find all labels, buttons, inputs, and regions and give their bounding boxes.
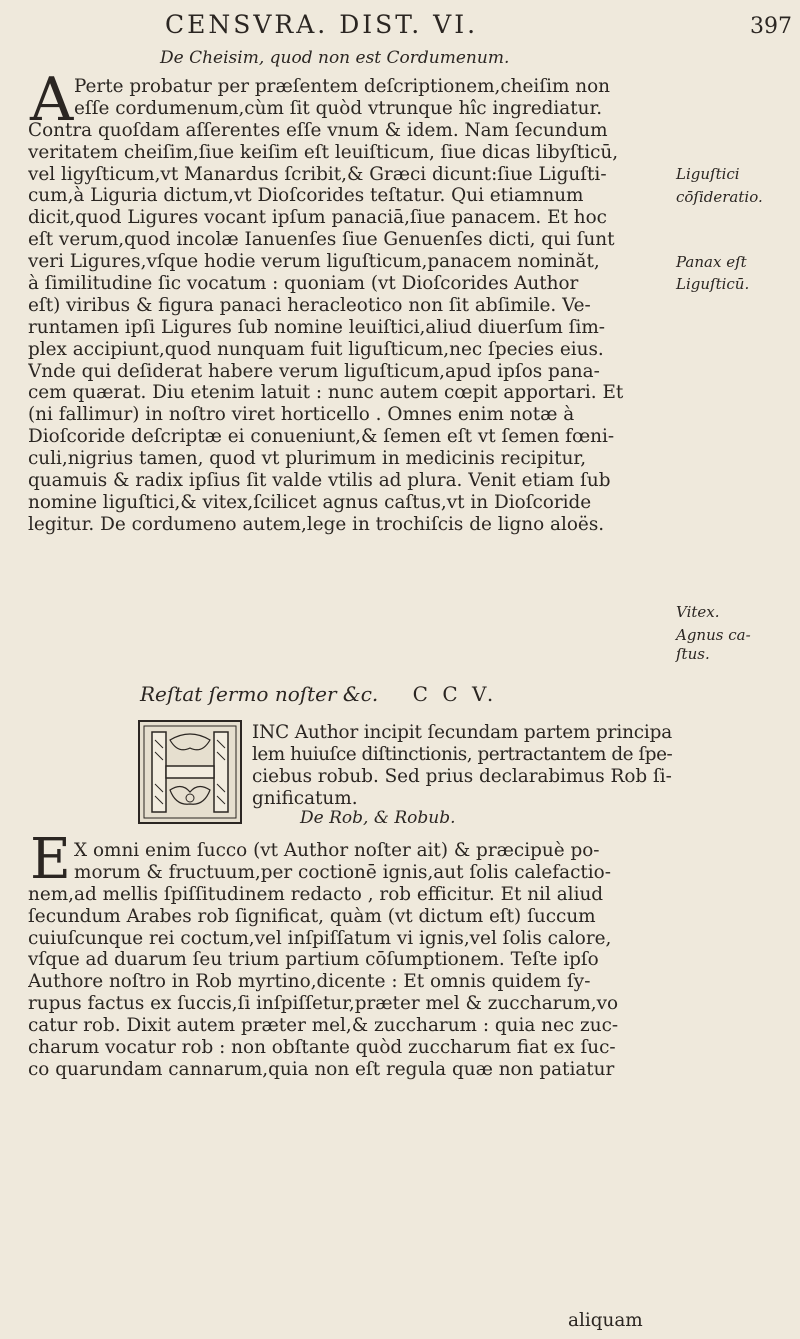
text-line: vſque ad duarum ſeu trium partium cōſumptionem. Teſte ipſo	[28, 949, 599, 971]
text-line: à ſimilitudine ſic vocatum : quoniam (vt Dioſcorides Author	[28, 273, 579, 295]
woodcut-initial-h-icon	[138, 720, 242, 824]
text-line: culi,nigrius tamen, quod vt plurimum in medicinis recipitur,	[28, 448, 587, 470]
text-line: dicit,quod Ligures vocant ipſum panaciā,ſiue panacem. Et hoc	[28, 207, 607, 229]
text-line: runtamen ipſi Ligures ſub nomine leuiſtici,aliud diuerſum ſim-	[28, 316, 606, 338]
text-line: ciebus robub. Sed prius declarabimus Rob ſi-	[252, 765, 672, 787]
catchword: aliquam	[568, 1310, 643, 1331]
text-line: quamuis & radix ipſius ſit valde vtilis ad plura. Venit etiam ſub	[28, 470, 611, 492]
text-line: eſſe cordumenum,cùm ſit quòd vtrunque hîc ingrediatur.	[74, 97, 603, 119]
text-line: cum,à Liguria dictum,vt Dioſcorides teſtatur. Qui etiamnum	[28, 185, 584, 207]
margin-note: ſtus.	[676, 645, 710, 663]
margin-note: Panax eſt	[676, 253, 747, 271]
text-line: eſt) viribus & figura panaci heracleotico non ſit abſimile. Ve-	[28, 294, 591, 316]
text-line: INC Author incipit ſecundam partem principa	[252, 722, 673, 743]
text-line: gnificatum.	[252, 787, 358, 809]
text-line: charum vocatur rob : non obſtante quòd zuccharum fiat ex ſuc-	[28, 1037, 616, 1059]
section-title	[140, 682, 497, 706]
text-line: vel ligyſticum,vt Manardus ſcribit,& Græci dicunt:ſiue Liguſti-	[28, 163, 607, 185]
paragraph-hinc	[252, 722, 672, 810]
text-line: cuiuſcunque rei coctum,vel inſpiſſatum vi ignis,vel ſolis calore,	[28, 927, 612, 949]
margin-note: Liguſtici	[676, 165, 740, 183]
text-line: Authore noſtro in Rob myrtino,dicente : Et omnis quidem ſy-	[28, 971, 591, 993]
text-line: lem huiuſce diſtinctionis, pertractantem de ſpe-	[252, 743, 673, 765]
text-line: Dioſcoride deſcriptæ ei conueniunt,& ſemen eſt vt ſemen fœni-	[28, 426, 615, 448]
text-line: cem quærat. Diu etenim latuit : nunc autem cœpit apportari. Et	[28, 382, 624, 404]
page-number: 397	[750, 14, 792, 39]
text-line: veritatem cheiſim,ſiue keiſim eſt leuiſticum, ſiue dicas libyſticū,	[28, 141, 619, 163]
text-line: plex accipiunt,quod nunquam fuit liguſticum,nec ſpecies eius.	[28, 338, 604, 360]
text-line: X omni enim ſucco (vt Author noſter ait) & præcipuè po-	[74, 840, 600, 861]
text-line: eſt verum,quod incolæ Ianuenſes ſiue Genuenſes dicti, qui ſunt	[28, 229, 615, 251]
running-head: CENSVRA. DIST. VI.	[165, 10, 479, 39]
drop-cap-a: A	[30, 65, 74, 135]
text-line: co quarundam cannarum,quia non eſt regula quæ non patiatur	[28, 1058, 615, 1080]
text-line: legitur. De cordumeno autem,lege in trochiſcis de ligno aloës.	[28, 513, 605, 535]
margin-note: cōſideratio.	[676, 188, 763, 206]
margin-note: Agnus ca-	[676, 626, 751, 644]
text-line: rupus factus ex ſuccis,ſi inſpiſſetur,præter mel & zuccharum,vo	[28, 993, 619, 1015]
text-line: morum & fructuum,per coctionē ignis,aut ſolis calefactio-	[74, 861, 611, 883]
subheading-rob: De Rob, & Robub.	[300, 808, 456, 828]
text-line: ſecundum Arabes rob ſignificat, quàm (vt dictum eſt) ſuccum	[28, 905, 596, 927]
section-title-text: Reſtat ſermo noſter &c.	[140, 682, 379, 706]
drop-cap-e: E	[30, 827, 71, 892]
margin-note: Liguſticū.	[676, 275, 750, 293]
paragraph-rob	[28, 840, 668, 1081]
text-line: nomine liguſtici,& vitex,ſcilicet agnus caſtus,vt in Dioſcoride	[28, 491, 592, 513]
subheading-cheisim: De Cheisim, quod non est Cordumenum.	[160, 48, 510, 68]
text-line: catur rob. Dixit autem præter mel,& zuccharum : quia nec zuc-	[28, 1015, 619, 1037]
text-line: Contra quoſdam aſſerentes eſſe vnum & idem. Nam ſecundum	[28, 119, 608, 141]
text-line: (ni fallimur) in noſtro viret horticello . Omnes enim notæ à	[28, 404, 575, 426]
text-line: veri Ligures,vſque hodie verum liguſticum,panacem nominăt,	[28, 251, 600, 273]
margin-note: Vitex.	[676, 603, 720, 621]
text-line: Vnde qui deſiderat habere verum liguſticum,apud ipſos pana-	[28, 360, 600, 382]
text-line: nem,ad mellis ſpiſſitudinem redacto , rob efficitur. Et nil aliud	[28, 883, 604, 905]
paragraph-cheisim	[28, 76, 668, 536]
text-line: Perte probatur per præſentem deſcriptionem,cheiſim non	[74, 76, 611, 97]
section-number: C C V.	[412, 682, 498, 706]
